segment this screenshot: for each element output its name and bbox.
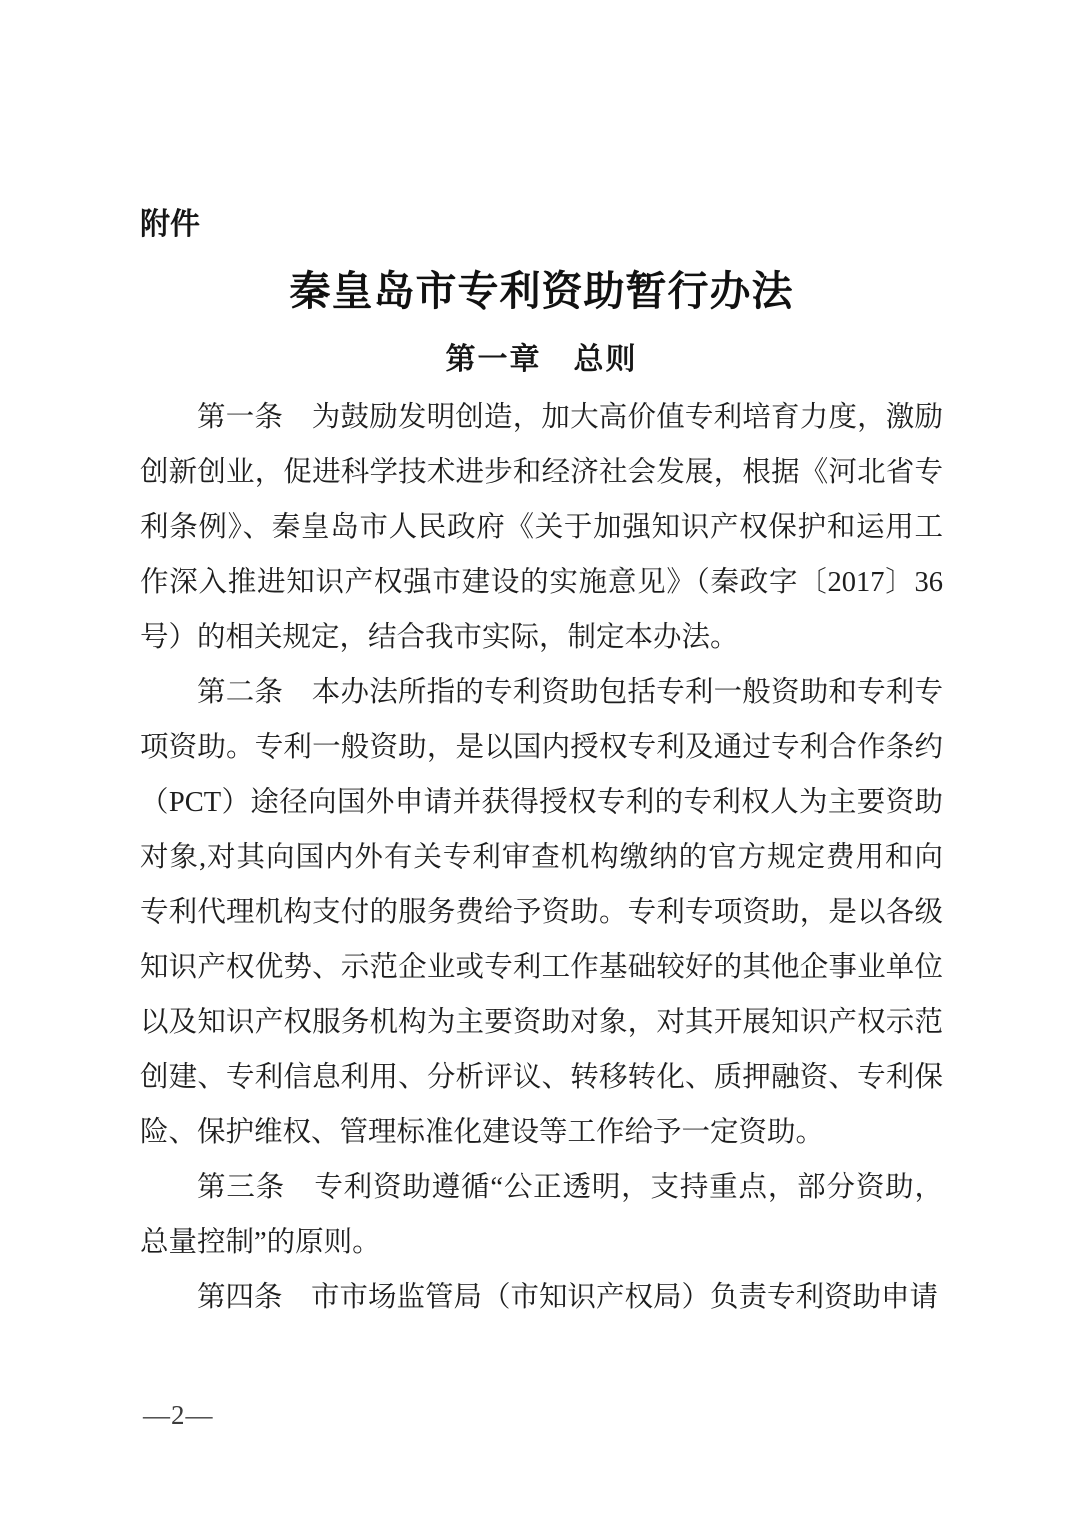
page-number: —2— xyxy=(143,1400,214,1430)
paragraph: 第一条 为鼓励发明创造，加大高价值专利培育力度，激励创新创业，促进科学技术进步和经济社会发展，根据《河北省专利条例》、秦皇岛市人民政府《关于加强知识产权保护和运用工作深入推进知识产权强市建设的实施意见》（秦政字〔2017〕36号）的相关规定，结合我市实际，制定本办法。 xyxy=(140,402,943,653)
chapter-heading: 第一章 总则 xyxy=(445,343,638,376)
paragraph: 第四条 市市场监管局（市知识产权局）负责专利资助申请 xyxy=(197,1282,939,1313)
page-title: 秦皇岛市专利资助暂行办法 xyxy=(289,268,794,314)
paragraph: 第二条 本办法所指的专利资助包括专利一般资助和专利专项资助。专利一般资助，是以国内授权专利及通过专利合作条约（PCT）途径向国外申请并获得授权专利的专利权人为主要资助对象,对其向国内外有关专利审查机构缴纳的官方规定费用和向专利代理机构支付的服务费给予资助。专利专项资助，是以各级知识产权优势、示范企业或专利工作基础较好的其他企事业单位以及知识产权服务机构为主要资助对象，对其开展知识产权示范创建、专利信息利用、分析评议、转移转化、质押融资、专利保险、保护维权、管理标准化建设等工作给予一定资助。 xyxy=(140,677,943,1148)
document-body xyxy=(140,390,943,1325)
paragraph: 第三条 专利资助遵循“公正透明，支持重点，部分资助，总量控制”的原则。 xyxy=(140,1172,943,1258)
document-content xyxy=(140,208,943,1325)
attachment-label: 附件 xyxy=(140,208,200,241)
